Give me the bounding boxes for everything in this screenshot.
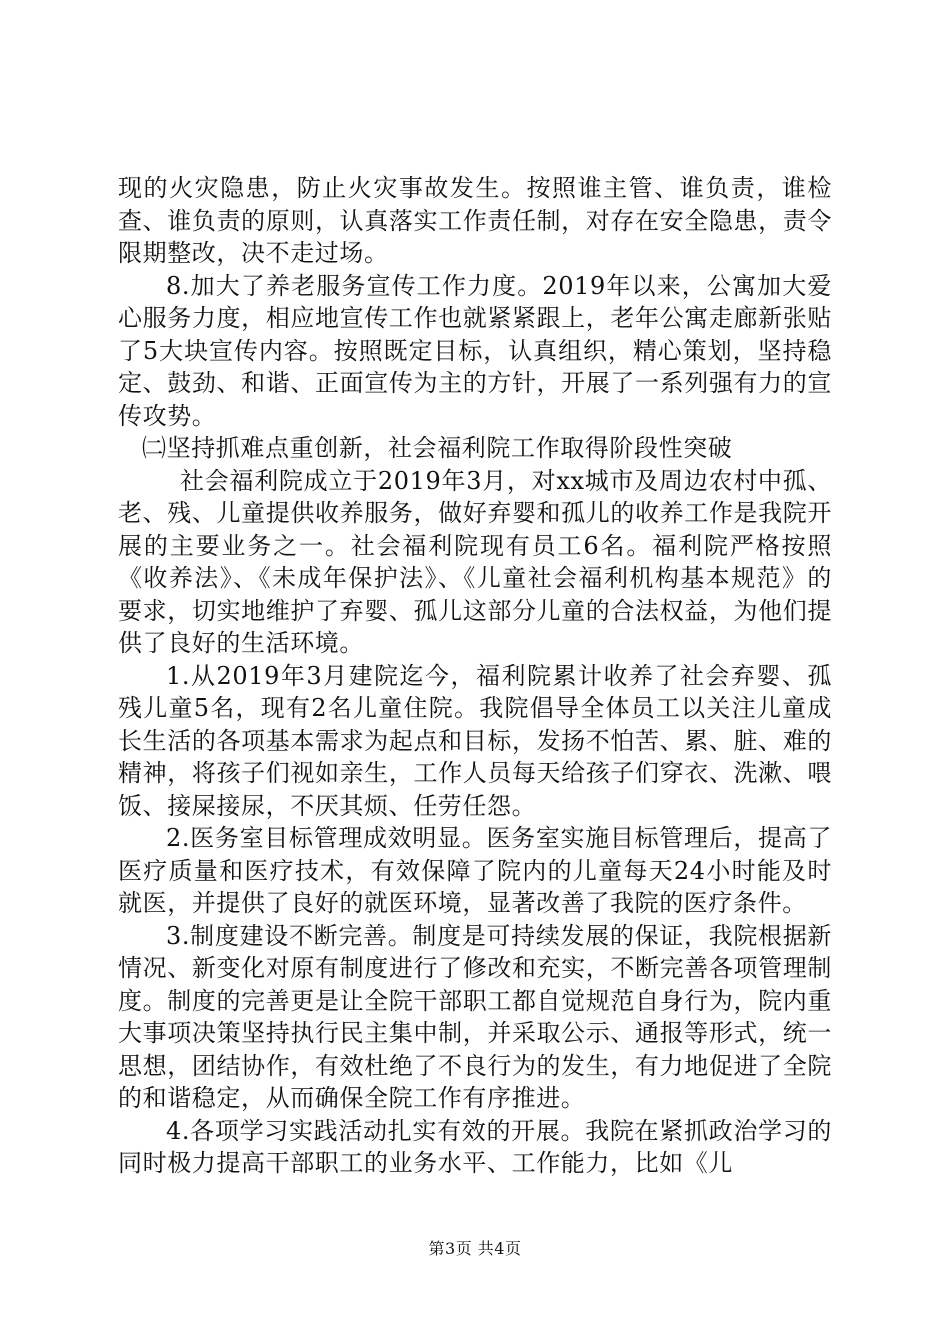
paragraph-intro: 社会福利院成立于2019年3月，对xx城市及周边农村中孤、老、残、儿童提供收养服务，做好弃婴和孤儿的收养工作是我院开展的主要业务之一。社会福利院现有员工6名。福利院严格按照《收养法》、《未成年保护法》、《儿童社会福利机构基本规范》的要求，切实地维护了弃婴、孤儿这部分儿童的合法权益，为他们提供了良好的生活环境。: [118, 466, 832, 657]
paragraph-item-3: 3.制度建设不断完善。制度是可持续发展的保证，我院根据新情况、新变化对原有制度进行了修改和充实，不断完善各项管理制度。制度的完善更是让全院干部职工都自觉规范自身行为，院内重大事项决策坚持执行民主集中制，并采取公示、通报等形式，统一思想，团结协作，有效杜绝了不良行为的发生，有力地促进了全院的和谐稳定，从而确保全院工作有序推进。: [118, 921, 832, 1112]
paragraph-item-1: 1.从2019年3月建院迄今，福利院累计收养了社会弃婴、孤残儿童5名，现有2名儿童住院。我院倡导全体员工以关注儿童成长生活的各项基本需求为起点和目标，发扬不怕苦、累、脏、难的精神，将孩子们视如亲生，工作人员每天给孩子们穿衣、洗漱、喂饭、接屎接尿，不厌其烦、任劳任怨。: [118, 661, 832, 820]
section-heading: ㈡坚持抓难点重创新，社会福利院工作取得阶段性突破: [142, 434, 733, 462]
document-body: [118, 172, 832, 1180]
paragraph-item-4: 4.各项学习实践活动扎实有效的开展。我院在紧抓政治学习的同时极力提高干部职工的业务水平、工作能力，比如《儿: [118, 1116, 832, 1177]
paragraph-item-8: 8.加大了养老服务宣传工作力度。2019年以来，公寓加大爱心服务力度，相应地宣传工作也就紧紧跟上，老年公寓走廊新张贴了5大块宣传内容。按照既定目标，认真组织，精心策划，坚持稳定、鼓劲、和谐、正面宣传为主的方针，开展了一系列强有力的宣传攻势。: [118, 271, 832, 430]
paragraph-continuation: 现的火灾隐患，防止火灾事故发生。按照谁主管、谁负责，谁检查、谁负责的原则，认真落实工作责任制，对存在安全隐患，责令限期整改，决不走过场。: [118, 174, 832, 267]
paragraph-item-2: 2.医务室目标管理成效明显。医务室实施目标管理后，提高了医疗质量和医疗技术，有效保障了院内的儿童每天24小时能及时就医，并提供了良好的就医环境，显著改善了我院的医疗条件。: [118, 824, 832, 917]
page-number-footer: 第3页 共4页: [428, 1239, 522, 1258]
